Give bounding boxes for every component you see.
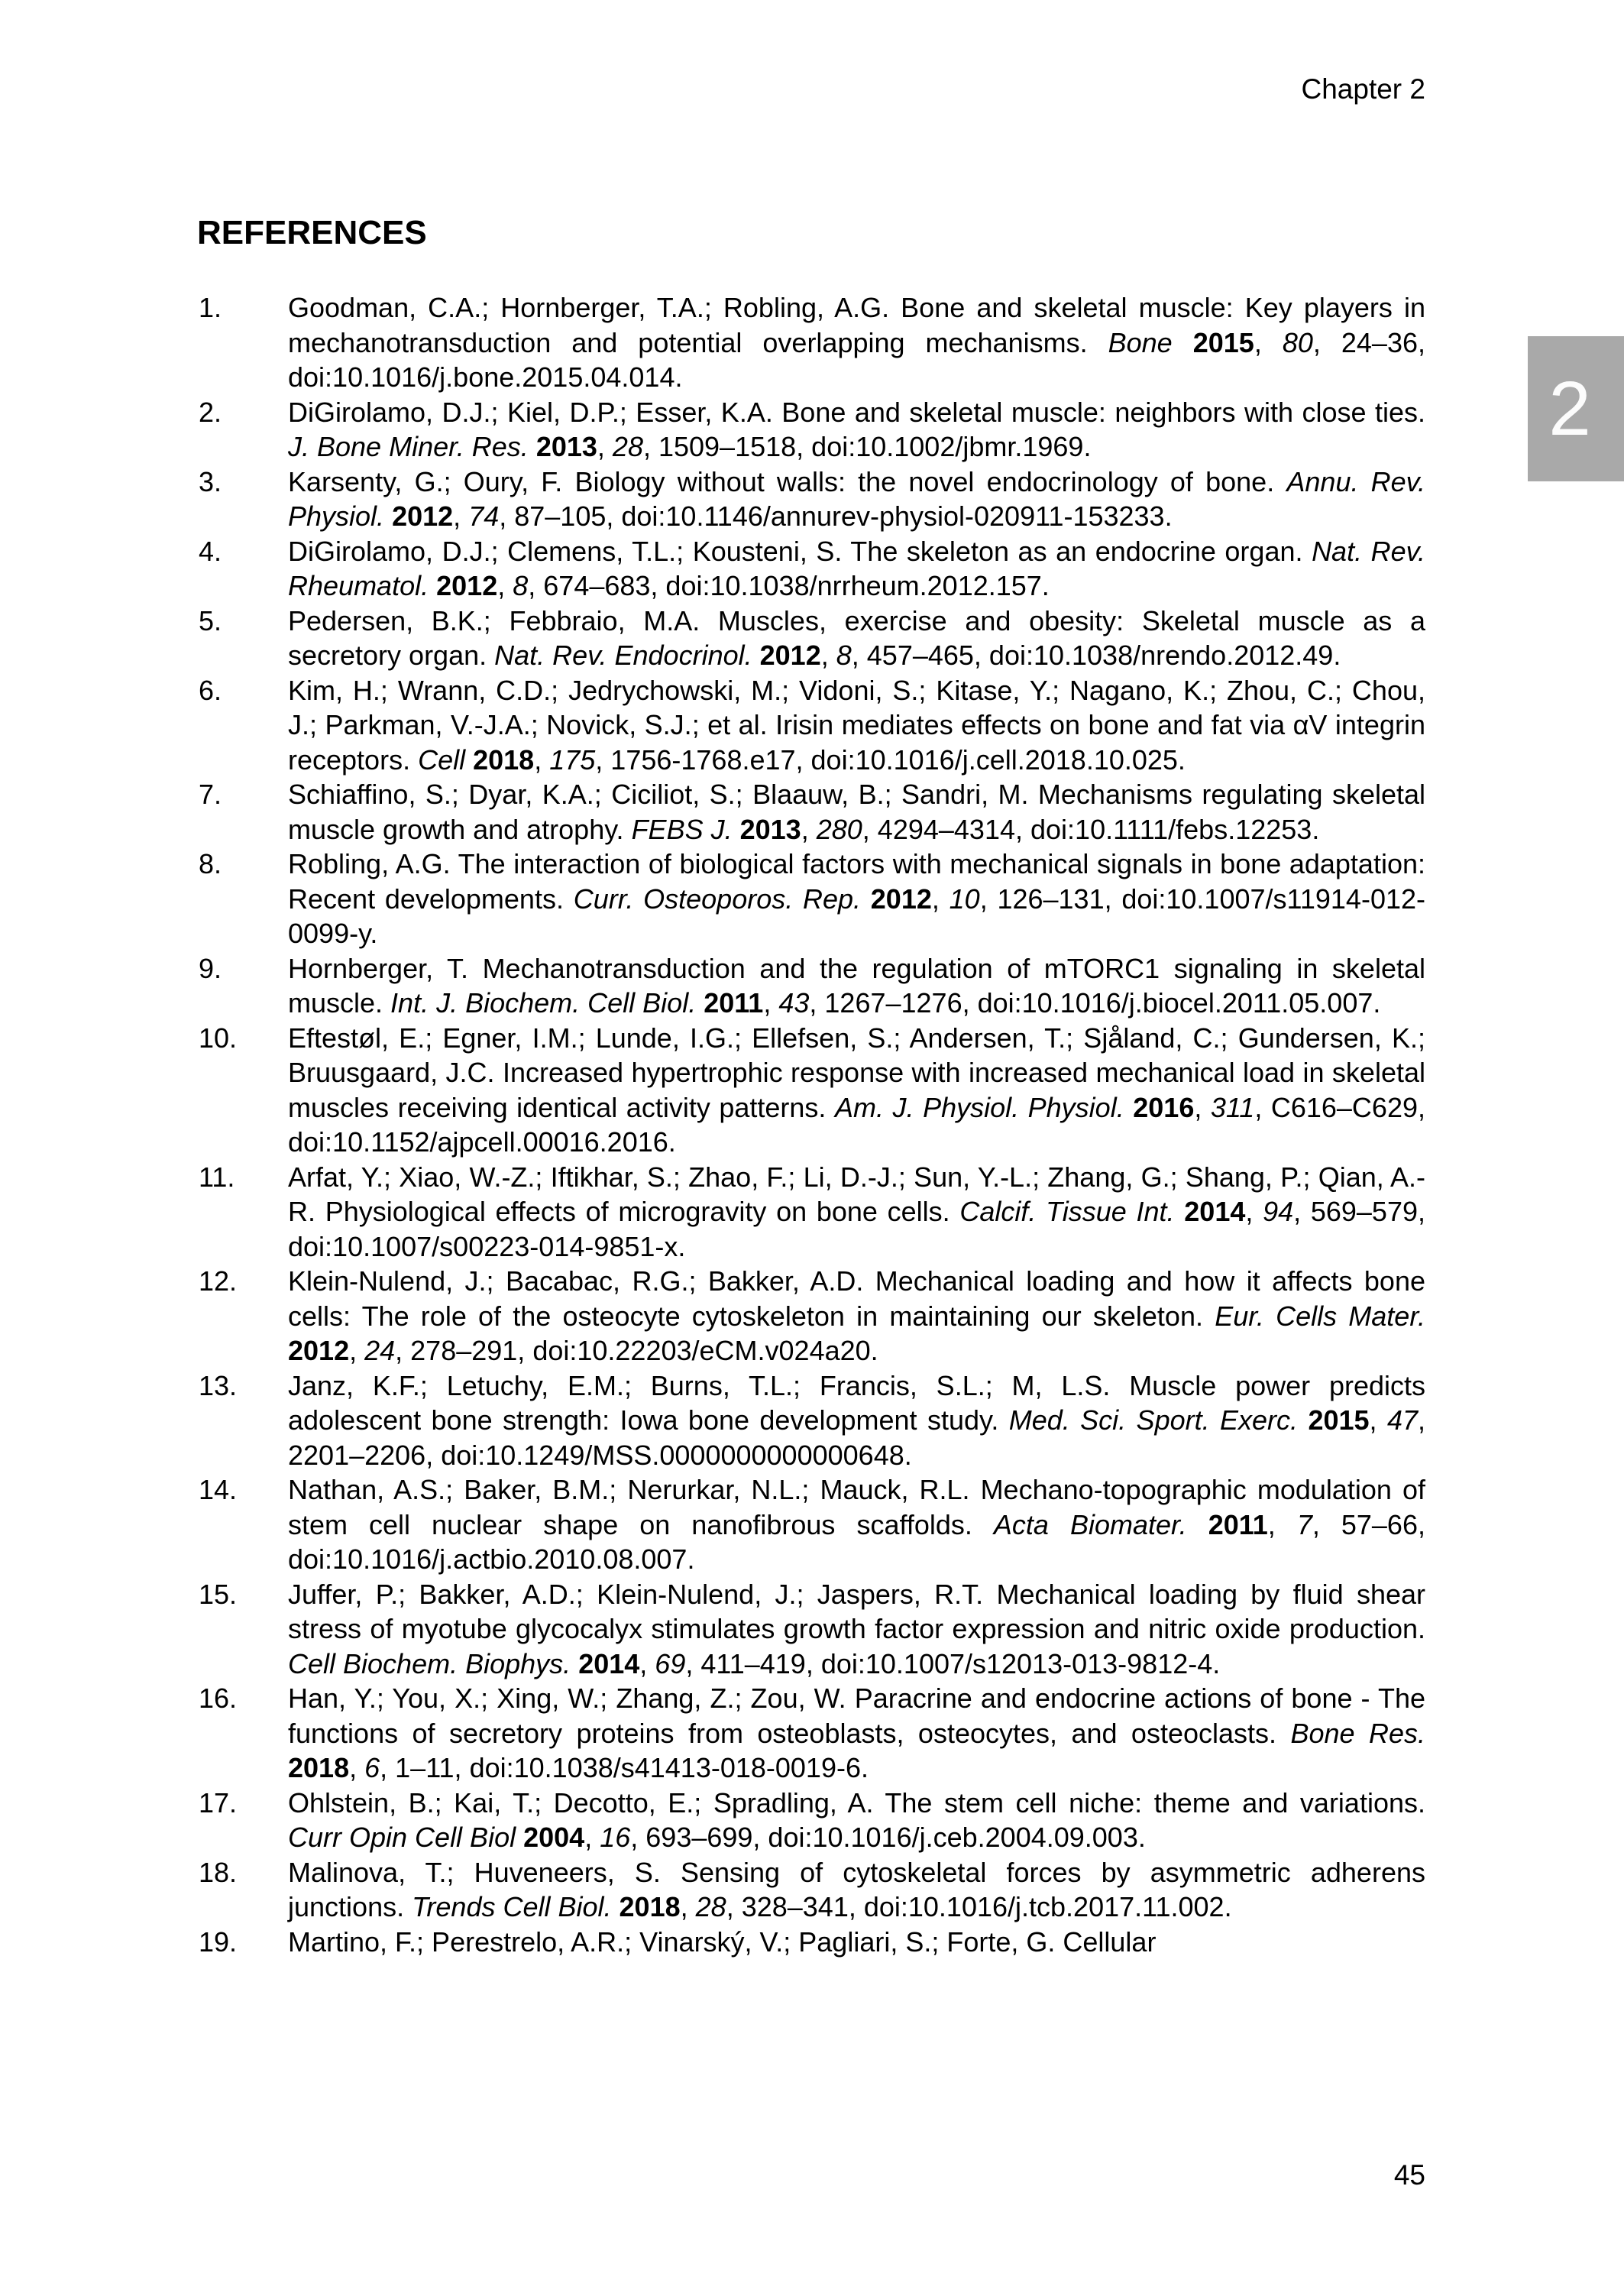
reference-item	[199, 673, 1425, 778]
reference-number: 13.	[199, 1369, 238, 1401]
reference-number: 3.	[199, 465, 222, 497]
reference-item	[199, 1786, 1425, 1855]
chapter-header: Chapter 2	[1301, 73, 1425, 105]
reference-item	[199, 951, 1425, 1021]
reference-number: 16.	[199, 1683, 238, 1714]
reference-item	[199, 1855, 1425, 1925]
reference-item	[199, 1160, 1425, 1265]
reference-number: 15.	[199, 1578, 238, 1610]
reference-text: Ohlstein, B.; Kai, T.; Decotto, E.; Spradling, A. The stem cell niche: theme and variations. Curr Opin Cell Biol 2004, 16, 693–699, doi:10.1016/j.ceb.2004.09.003.	[288, 1786, 1425, 1853]
reference-number: 14.	[199, 1474, 238, 1505]
reference-text: Goodman, C.A.; Hornberger, T.A.; Robling, A.G. Bone and skeletal muscle: Key players in mechanotransduction and potential overlapping mechanisms. Bone 2015, 80, 24–36, doi:10.1016/j.bone.2015.04.014.	[288, 292, 1425, 393]
reference-text: Nathan, A.S.; Baker, B.M.; Nerurkar, N.L.; Mauck, R.L. Mechano-topographic modulation of stem cell nuclear shape on nanofibrous scaffolds. Acta Biomater. 2011, 7, 57–66, doi:10.1016/j.actbio.2010.08.007.	[288, 1474, 1425, 1575]
reference-item	[199, 534, 1425, 604]
chapter-tab	[1528, 336, 1624, 481]
reference-number: 5.	[199, 604, 222, 636]
reference-number: 6.	[199, 674, 222, 706]
reference-number: 9.	[199, 952, 222, 984]
reference-number: 18.	[199, 1856, 238, 1888]
reference-number: 8.	[199, 848, 222, 879]
reference-text: DiGirolamo, D.J.; Kiel, D.P.; Esser, K.A. Bone and skeletal muscle: neighbors with close ties. J. Bone Miner. Res. 2013, 28, 1509–1518, doi:10.1002/jbmr.1969.	[288, 396, 1425, 462]
reference-text: Han, Y.; You, X.; Xing, W.; Zhang, Z.; Zou, W. Paracrine and endocrine actions of bone - The functions of secretory proteins from osteoblasts, osteocytes, and osteoclasts. Bone Res. 2018, 6, 1–11, doi:10.1038/s41413-018-0019-6.	[288, 1683, 1425, 1783]
references-heading: REFERENCES	[197, 214, 427, 252]
reference-text: Pedersen, B.K.; Febbraio, M.A. Muscles, exercise and obesity: Skeletal muscle as a secretory organ. Nat. Rev. Endocrinol. 2012, 8, 457–465, doi:10.1038/nrendo.2012.49.	[288, 604, 1425, 671]
page-number: 45	[1393, 2159, 1425, 2191]
reference-item	[199, 1472, 1425, 1577]
reference-number: 7.	[199, 779, 222, 810]
reference-item	[199, 1681, 1425, 1786]
reference-text: Juffer, P.; Bakker, A.D.; Klein-Nulend, J.; Jaspers, R.T. Mechanical loading by fluid shear stress of myotube glycocalyx stimulates growth factor expression and nitric oxide production. Cell Biochem. Biophys. 2014, 69, 411–419, doi:10.1007/s12013-013-9812-4.	[288, 1578, 1425, 1679]
reference-text: Arfat, Y.; Xiao, W.-Z.; Iftikhar, S.; Zhao, F.; Li, D.-J.; Sun, Y.-L.; Zhang, G.; Shang, P.; Qian, A.-R. Physiological effects of microgravity on bone cells. Calcif. Tissue Int. 2014, 94, 569–579, doi:10.1007/s00223-014-9851-x.	[288, 1161, 1426, 1262]
reference-number: 12.	[199, 1265, 238, 1297]
reference-item	[199, 1368, 1425, 1473]
reference-number: 11.	[199, 1161, 235, 1193]
reference-item	[199, 604, 1425, 673]
reference-text: Karsenty, G.; Oury, F. Biology without walls: the novel endocrinology of bone. Annu. Rev. Physiol. 2012, 74, 87–105, doi:10.1146/annurev-physiol-020911-153233.	[288, 465, 1425, 532]
reference-text: Hornberger, T. Mechanotransduction and the regulation of mTORC1 signaling in skeletal muscle. Int. J. Biochem. Cell Biol. 2011, 43, 1267–1276, doi:10.1016/j.biocel.2011.05.007.	[288, 952, 1425, 1019]
references-list	[199, 290, 1425, 1959]
reference-item	[199, 290, 1425, 395]
reference-text: Martino, F.; Perestrelo, A.R.; Vinarský, V.; Pagliari, S.; Forte, G. Cellular	[288, 1925, 1157, 1958]
reference-item	[199, 1577, 1425, 1682]
reference-text: Klein-Nulend, J.; Bacabac, R.G.; Bakker, A.D. Mechanical loading and how it affects bone cells: The role of the osteocyte cytoskeleton in maintaining our skeleton. Eur. Cells Mater. 2012, 24, 278–291, doi:10.22203/eCM.v024a20.	[288, 1265, 1425, 1366]
reference-item	[199, 847, 1425, 951]
reference-number: 4.	[199, 535, 222, 567]
reference-text: Janz, K.F.; Letuchy, E.M.; Burns, T.L.; Francis, S.L.; M, L.S. Muscle power predicts adolescent bone strength: Iowa bone development study. Med. Sci. Sport. Exerc. 2015, 47, 2201–2206, doi:10.1249/MSS.0000000000000648.	[288, 1369, 1425, 1471]
reference-item	[199, 777, 1425, 847]
reference-number: 1.	[199, 292, 222, 323]
reference-number: 17.	[199, 1786, 238, 1819]
reference-item	[199, 1021, 1425, 1160]
reference-text: Kim, H.; Wrann, C.D.; Jedrychowski, M.; Vidoni, S.; Kitase, Y.; Nagano, K.; Zhou, C.; Chou, J.; Parkman, V.-J.A.; Novick, S.J.; et al. Irisin mediates effects on bone and fat via αV integrin receptors. Cell 2018, 175, 1756-1768.e17, doi:10.1016/j.cell.2018.10.025.	[288, 674, 1425, 776]
reference-text: Malinova, T.; Huveneers, S. Sensing of cytoskeletal forces by asymmetric adherens junctions. Trends Cell Biol. 2018, 28, 328–341, doi:10.1016/j.tcb.2017.11.002.	[288, 1856, 1425, 1922]
reference-item	[199, 395, 1425, 465]
reference-item	[199, 1925, 1425, 1960]
reference-number: 10.	[199, 1022, 238, 1054]
reference-item	[199, 465, 1425, 534]
reference-number: 19.	[199, 1925, 238, 1958]
reference-text: DiGirolamo, D.J.; Clemens, T.L.; Kousteni, S. The skeleton as an endocrine organ. Nat. Rev. Rheumatol. 2012, 8, 674–683, doi:10.1038/nrrheum.2012.157.	[288, 535, 1425, 601]
reference-text: Schiaffino, S.; Dyar, K.A.; Ciciliot, S.; Blaauw, B.; Sandri, M. Mechanisms regulating skeletal muscle growth and atrophy. FEBS J. 2013, 280, 4294–4314, doi:10.1111/febs.12253.	[288, 779, 1425, 845]
reference-text: Eftestøl, E.; Egner, I.M.; Lunde, I.G.; Ellefsen, S.; Andersen, T.; Sjåland, C.; Gundersen, K.; Bruusgaard, J.C. Increased hypertrophic response with increased mechanical load in skeletal muscles receiving identical activity patterns. Am. J. Physiol. Physiol. 2016, 311, C616–C629, doi:10.1152/ajpcell.00016.2016.	[288, 1022, 1426, 1158]
reference-number: 2.	[199, 396, 222, 428]
chapter-tab-label: 2	[1548, 366, 1591, 452]
reference-text: Robling, A.G. The interaction of biological factors with mechanical signals in bone adaptation: Recent developments. Curr. Osteoporos. Rep. 2012, 10, 126–131, doi:10.1007/s11914-012-0099-y.	[288, 848, 1425, 949]
reference-item	[199, 1264, 1425, 1368]
